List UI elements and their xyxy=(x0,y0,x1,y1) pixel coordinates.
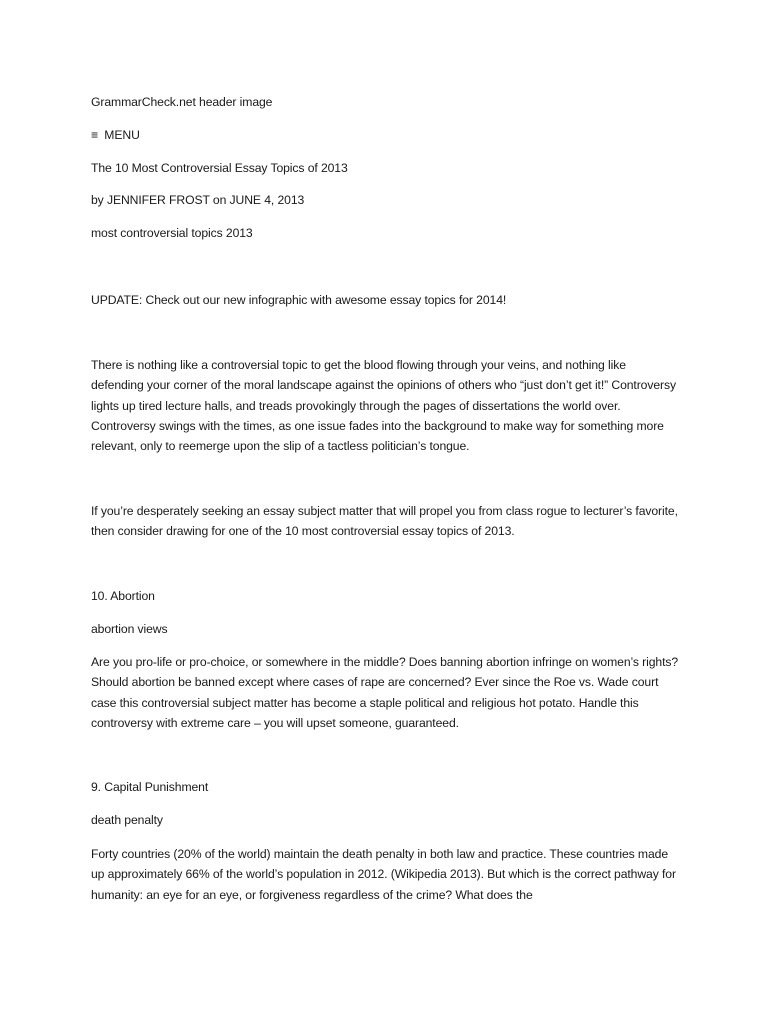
section-heading-capital-punishment: 9. Capital Punishment xyxy=(91,780,209,794)
article-image-alt-text: most controversial topics 2013 xyxy=(91,226,253,240)
section-image-alt-capital-punishment: death penalty xyxy=(91,813,163,827)
menu-button[interactable] xyxy=(91,125,140,145)
update-link[interactable]: UPDATE: Check out our new infographic with awesome essay topics for 2014! xyxy=(91,293,507,307)
article-title: The 10 Most Controversial Essay Topics of 2013 xyxy=(91,161,348,175)
section-body-capital-punishment: Forty countries (20% of the world) maintain the death penalty in both law and practice. These countries made up approximately 66% of the world’s population in 2012. (Wikipedia 2013). But which is the correct pathway for humanity: an eye for an eye, or forgiveness regardless of the crime? What does the xyxy=(91,847,676,902)
section-heading-abortion: 10. Abortion xyxy=(91,589,155,603)
article-byline: by JENNIFER FROST on JUNE 4, 2013 xyxy=(91,193,305,207)
intro-paragraph-1: There is nothing like a controversial topic to get the blood flowing through your veins, and nothing like defending your corner of the moral landscape against the opinions of others who “just don’t get it!” Controversy lights up tired lecture halls, and treads provokingly through the pages of dissertations the world over. Controversy swings with the times, as one issue fades into the background to make way for something more relevant, only to reemerge upon the slip of a tactless politician’s tongue. xyxy=(91,358,676,454)
section-image-alt-abortion: abortion views xyxy=(91,622,168,636)
header-image-alt-text: GrammarCheck.net header image xyxy=(91,95,273,109)
menu-label: MENU xyxy=(104,128,140,142)
section-body-abortion: Are you pro-life or pro-choice, or somewhere in the middle? Does banning abortion infringe on women’s rights? Should abortion be banned except where cases of rape are concerned? Ever since the Roe vs. Wade court case this controversial subject matter has become a staple political and religious hot potato. Handle this controversy with extreme care – you will upset someone, guaranteed. xyxy=(91,655,679,730)
hamburger-menu-icon: ≡ xyxy=(91,128,99,142)
intro-paragraph-2: If you’re desperately seeking an essay subject matter that will propel you from class rogue to lecturer’s favorite, then consider drawing for one of the 10 most controversial essay topics of 2013. xyxy=(91,504,678,539)
